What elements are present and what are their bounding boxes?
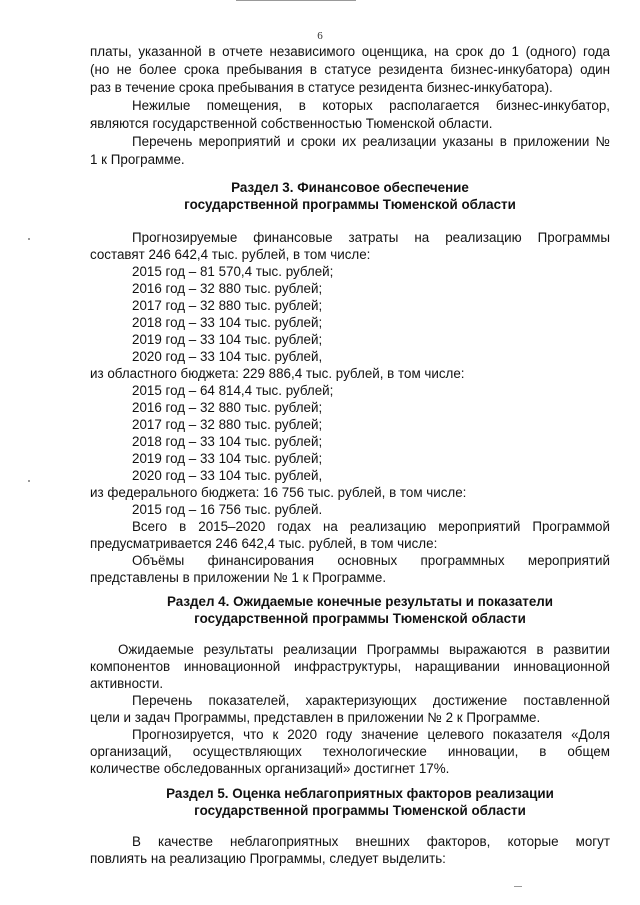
list-item: 2020 год – 33 104 тыс. рублей,	[132, 468, 323, 483]
body-line: Всего в 2015–2020 годах на реализацию мероприятий Программой	[132, 519, 610, 534]
body-line: Прогнозируемые финансовые затраты на реализацию Программы	[132, 230, 610, 245]
body-line: платы, указанной в отчете независимого оценщика, на срок до 1 (одного) года	[90, 44, 610, 59]
body-line: Перечень мероприятий и сроки их реализации указаны в приложении №	[132, 134, 610, 149]
scan-dash	[514, 886, 522, 887]
body-line: Ожидаемые результаты реализации Программы выражаются в развитии	[118, 642, 610, 657]
body-line: цели и задач Программы, представлен в приложении № 2 к Программе.	[90, 710, 541, 725]
body-line: Перечень показателей, характеризующих достижение поставленной	[132, 693, 610, 708]
body-line: раз в течение срока пребывания в статусе резидента бизнес-инкубатора).	[90, 80, 553, 95]
list-item: 2016 год – 32 880 тыс. рублей;	[132, 400, 323, 415]
body-line: представлены в приложении № 1 к Программе.	[90, 570, 387, 585]
list-item: 2016 год – 32 880 тыс. рублей;	[132, 281, 323, 296]
body-line: организаций, осуществляющих технологические инновации, в общем	[90, 744, 610, 759]
body-line: повлиять на реализацию Программы, следует выделить:	[90, 851, 446, 866]
list-item: 2015 год – 81 570,4 тыс. рублей;	[132, 264, 334, 279]
scan-edge-mark	[236, 0, 356, 1]
body-line: В качестве неблагоприятных внешних факторов, которые могут	[132, 834, 610, 849]
list-item: 2019 год – 33 104 тыс. рублей;	[132, 332, 323, 347]
list-item: 2020 год – 33 104 тыс. рублей,	[132, 349, 323, 364]
body-line: активности.	[90, 676, 164, 691]
section-heading: Раздел 4. Ожидаемые конечные результаты и показатели	[166, 594, 554, 609]
section-heading: государственной программы Тюменской области	[184, 197, 516, 212]
section-heading: Раздел 3. Финансовое обеспечение	[231, 180, 469, 195]
list-item: 2018 год – 33 104 тыс. рублей;	[132, 434, 323, 449]
body-line: Прогнозируется, что к 2020 году значение целевого показателя «Доля	[132, 727, 610, 742]
list-item: 2018 год – 33 104 тыс. рублей;	[132, 315, 323, 330]
body-line: Объёмы финансирования основных программных мероприятий	[132, 553, 610, 568]
body-line: Нежилые помещения, в которых располагается бизнес-инкубатор,	[132, 98, 610, 113]
body-line: количестве обследованных организаций» достигнет 17%.	[90, 761, 450, 776]
body-line: предусматривается 246 642,4 тыс. рублей, в том числе:	[90, 536, 438, 551]
body-line: являются государственной собственностью Тюменской области.	[90, 116, 493, 131]
scan-dot	[28, 238, 30, 240]
body-line: компонентов инновационной инфраструктуры, наращивании инновационной	[90, 659, 610, 674]
list-item: 2015 год – 64 814,4 тыс. рублей;	[132, 383, 334, 398]
scan-dot	[28, 480, 30, 482]
page-number: 6	[317, 30, 323, 42]
body-line: (но не более срока пребывания в статусе резидента бизнес-инкубатора) один	[90, 62, 610, 77]
body-line: составят 246 642,4 тыс. рублей, в том числе:	[90, 247, 371, 262]
list-item: 2017 год – 32 880 тыс. рублей;	[132, 417, 323, 432]
body-line: 1 к Программе.	[90, 152, 185, 167]
section-heading: Раздел 5. Оценка неблагоприятных факторов реализации	[166, 786, 554, 801]
body-line: из федерального бюджета: 16 756 тыс. рублей, в том числе:	[90, 485, 467, 500]
section-heading: государственной программы Тюменской области	[194, 611, 526, 626]
list-item: 2017 год – 32 880 тыс. рублей;	[132, 298, 323, 313]
section-heading: государственной программы Тюменской области	[194, 803, 526, 818]
list-item: 2019 год – 33 104 тыс. рублей;	[132, 451, 323, 466]
list-item: 2015 год – 16 756 тыс. рублей.	[132, 502, 323, 517]
body-line: из областного бюджета: 229 886,4 тыс. рублей, в том числе:	[90, 366, 465, 381]
